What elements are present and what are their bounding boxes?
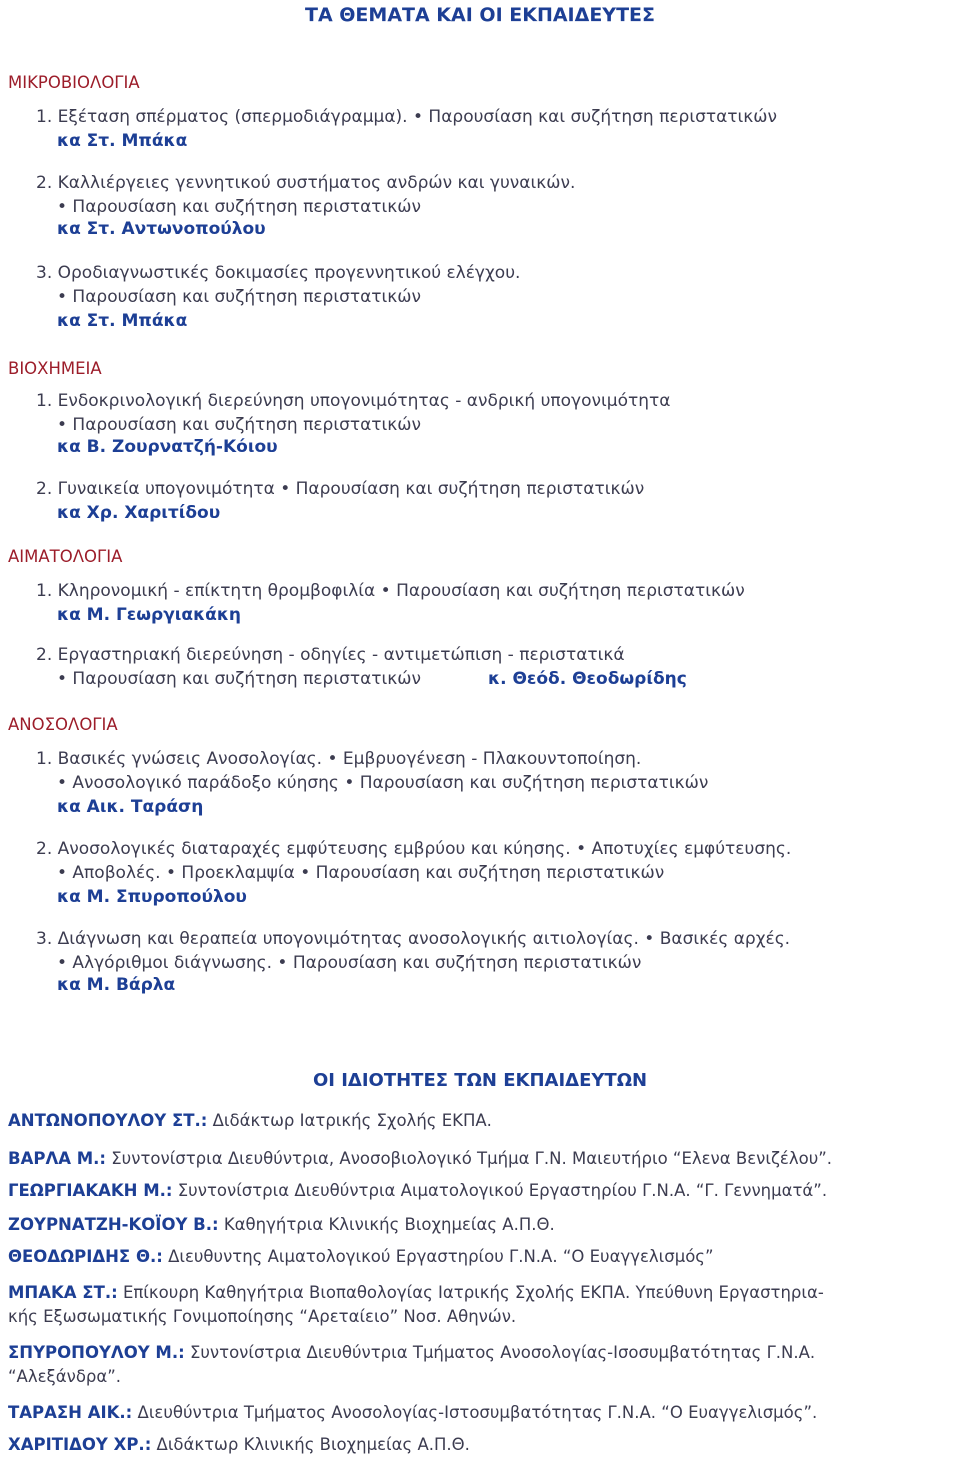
qualification-entry [8, 1214, 555, 1236]
instructor-name: κα Μ. Βάρλα [57, 975, 176, 995]
trainer-title: Διευθυντης Αιματολογικού Εργαστηρίου Γ.Ν.Α. “Ο Ευαγγελισμός” [162, 1247, 714, 1266]
trainer-title: Διδάκτωρ Κλινικής Βιοχημείας Α.Π.Θ. [151, 1435, 470, 1454]
instructor-name: κα Στ. Μπάκα [57, 311, 188, 331]
qualification-entry [8, 1148, 832, 1170]
qualification-continuation: “Αλεξάνδρα”. [8, 1367, 122, 1386]
section-heading-hematology: ΑΙΜΑΤΟΛΟΓΙΑ [8, 547, 123, 566]
topic-line: 3. Οροδιαγνωστικές δοκιμασίες προγεννητικού ελέγχου. [36, 263, 521, 283]
instructor-name: κα Β. Ζουρνατζή-Κόιου [57, 437, 278, 457]
qualification-entry [8, 1402, 817, 1424]
topic-line: • Αλγόριθμοι διάγνωσης. • Παρουσίαση και συζήτηση περιστατικών [57, 953, 642, 973]
trainer-name: ΘΕΟΔΩΡΙΔΗΣ Θ.: [8, 1247, 163, 1266]
trainer-name: ΑΝΤΩΝΟΠΟΥΛΟΥ ΣΤ.: [8, 1111, 208, 1130]
topic-line: 1. Κληρονομική - επίκτητη θρομβοφιλία • Παρουσίαση και συζήτηση περιστατικών [36, 581, 745, 601]
trainer-title: Συντονίστρια Διευθύντρια, Ανοσοβιολογικό Τμήμα Γ.Ν. Μαιευτήριο “Ελενα Βενιζέλου”. [106, 1149, 833, 1168]
section-heading-microbiology: ΜΙΚΡΟΒΙΟΛΟΓΙΑ [8, 73, 140, 92]
trainer-title: Επίκουρη Καθηγήτρια Βιοπαθολογίας Ιατρικής Σχολής ΕΚΠΑ. Υπεύθυνη Εργαστηρια- [117, 1283, 824, 1302]
section-heading-biochemistry: ΒΙΟΧΗΜΕΙΑ [8, 359, 102, 378]
trainer-title: Συντονίστρια Διευθύντρια Αιματολογικού Εργαστηρίου Γ.Ν.Α. “Γ. Γεννηματά”. [172, 1181, 828, 1200]
qualification-entry [8, 1180, 827, 1202]
trainer-name: ΖΟΥΡΝΑΤΖΗ-ΚΟΪΟΥ Β.: [8, 1215, 219, 1234]
trainer-name: ΣΠΥΡΟΠΟΥΛΟΥ Μ.: [8, 1343, 185, 1362]
trainer-name: ΒΑΡΛΑ Μ.: [8, 1149, 107, 1168]
qualification-entry [8, 1246, 714, 1268]
trainer-title: Συντονίστρια Διευθύντρια Τμήματος Ανοσολογίας-Ισοσυμβατότητας Γ.Ν.Α. [184, 1343, 816, 1362]
topic-line: 1. Εξέταση σπέρματος (σπερμοδιάγραμμα). • Παρουσίαση και συζήτηση περιστατικών [36, 107, 778, 127]
instructor-name: κα Μ. Σπυροπούλου [57, 887, 247, 907]
trainer-name: ΓΕΩΡΓΙΑΚΑΚΗ Μ.: [8, 1181, 173, 1200]
topic-line: • Παρουσίαση και συζήτηση περιστατικών [57, 287, 422, 307]
trainer-title: Διδάκτωρ Ιατρικής Σχολής ΕΚΠΑ. [207, 1111, 492, 1130]
topic-line: 3. Διάγνωση και θεραπεία υπογονιμότητας ανοσολογικής αιτιολογίας. • Βασικές αρχές. [36, 929, 791, 949]
topic-line: 2. Εργαστηριακή διερεύνηση - οδηγίες - αντιμετώπιση - περιστατικά [36, 645, 625, 665]
instructor-name: κα Αικ. Ταράση [57, 797, 204, 817]
topic-line: 2. Καλλιέργειες γεννητικού συστήματος ανδρών και γυναικών. [36, 173, 576, 193]
topic-line: 2. Ανοσολογικές διαταραχές εμφύτευσης εμβρύου και κύησης. • Αποτυχίες εμφύτευσης. [36, 839, 792, 859]
qualification-entry [8, 1110, 492, 1132]
topic-line: • Παρουσίαση και συζήτηση περιστατικών [57, 197, 422, 217]
topic-line: • Αποβολές. • Προεκλαμψία • Παρουσίαση και συζήτηση περιστατικών [57, 863, 665, 883]
instructor-name: κ. Θεόδ. Θεοδωρίδης [488, 669, 687, 689]
page-title: ΤΑ ΘΕΜΑΤΑ ΚΑΙ ΟΙ ΕΚΠΑΙΔΕΥΤΕΣ [305, 4, 655, 26]
instructor-name: κα Στ. Μπάκα [57, 131, 188, 151]
section-heading-immunology: ΑΝΟΣΟΛΟΓΙΑ [8, 715, 118, 734]
qualification-entry [8, 1282, 824, 1304]
trainer-title: Διευθύντρια Τμήματος Ανοσολογίας-Ιστοσυμβατότητας Γ.Ν.Α. “Ο Ευαγγελισμός”. [132, 1403, 818, 1422]
instructor-name: κα Στ. Αντωνοπούλου [57, 219, 266, 239]
topic-line: 2. Γυναικεία υπογονιμότητα • Παρουσίαση και συζήτηση περιστατικών [36, 479, 645, 499]
instructor-name: κα Χρ. Χαριτίδου [57, 503, 221, 523]
qualification-entry [8, 1434, 470, 1456]
trainer-name: ΤΑΡΑΣΗ ΑΙΚ.: [8, 1403, 133, 1422]
trainer-title: Καθηγήτρια Κλινικής Βιοχημείας Α.Π.Θ. [218, 1215, 555, 1234]
trainer-name: ΧΑΡΙΤΙΔΟΥ ΧΡ.: [8, 1435, 152, 1454]
instructor-name: κα Μ. Γεωργιακάκη [57, 605, 242, 625]
topic-line: 1. Ενδοκρινολογική διερεύνηση υπογονιμότητας - ανδρική υπογονιμότητα [36, 391, 671, 411]
topic-line: 1. Βασικές γνώσεις Ανοσολογίας. • Εμβρυογένεση - Πλακουντοποίηση. [36, 749, 642, 769]
topic-line: • Παρουσίαση και συζήτηση περιστατικών [57, 415, 422, 435]
trainer-name: ΜΠΑΚΑ ΣΤ.: [8, 1283, 118, 1302]
topic-line: • Ανοσολογικό παράδοξο κύησης • Παρουσίαση και συζήτηση περιστατικών [57, 773, 709, 793]
qualifications-title: ΟΙ ΙΔΙΟΤΗΤΕΣ ΤΩΝ ΕΚΠΑΙΔΕΥΤΩΝ [312, 1070, 648, 1091]
qualification-continuation: κής Εξωσωματικής Γονιμοποίησης “Αρεταίειο” Νοσ. Αθηνών. [8, 1307, 517, 1326]
topic-line: • Παρουσίαση και συζήτηση περιστατικών [57, 669, 422, 689]
qualification-entry [8, 1342, 815, 1364]
